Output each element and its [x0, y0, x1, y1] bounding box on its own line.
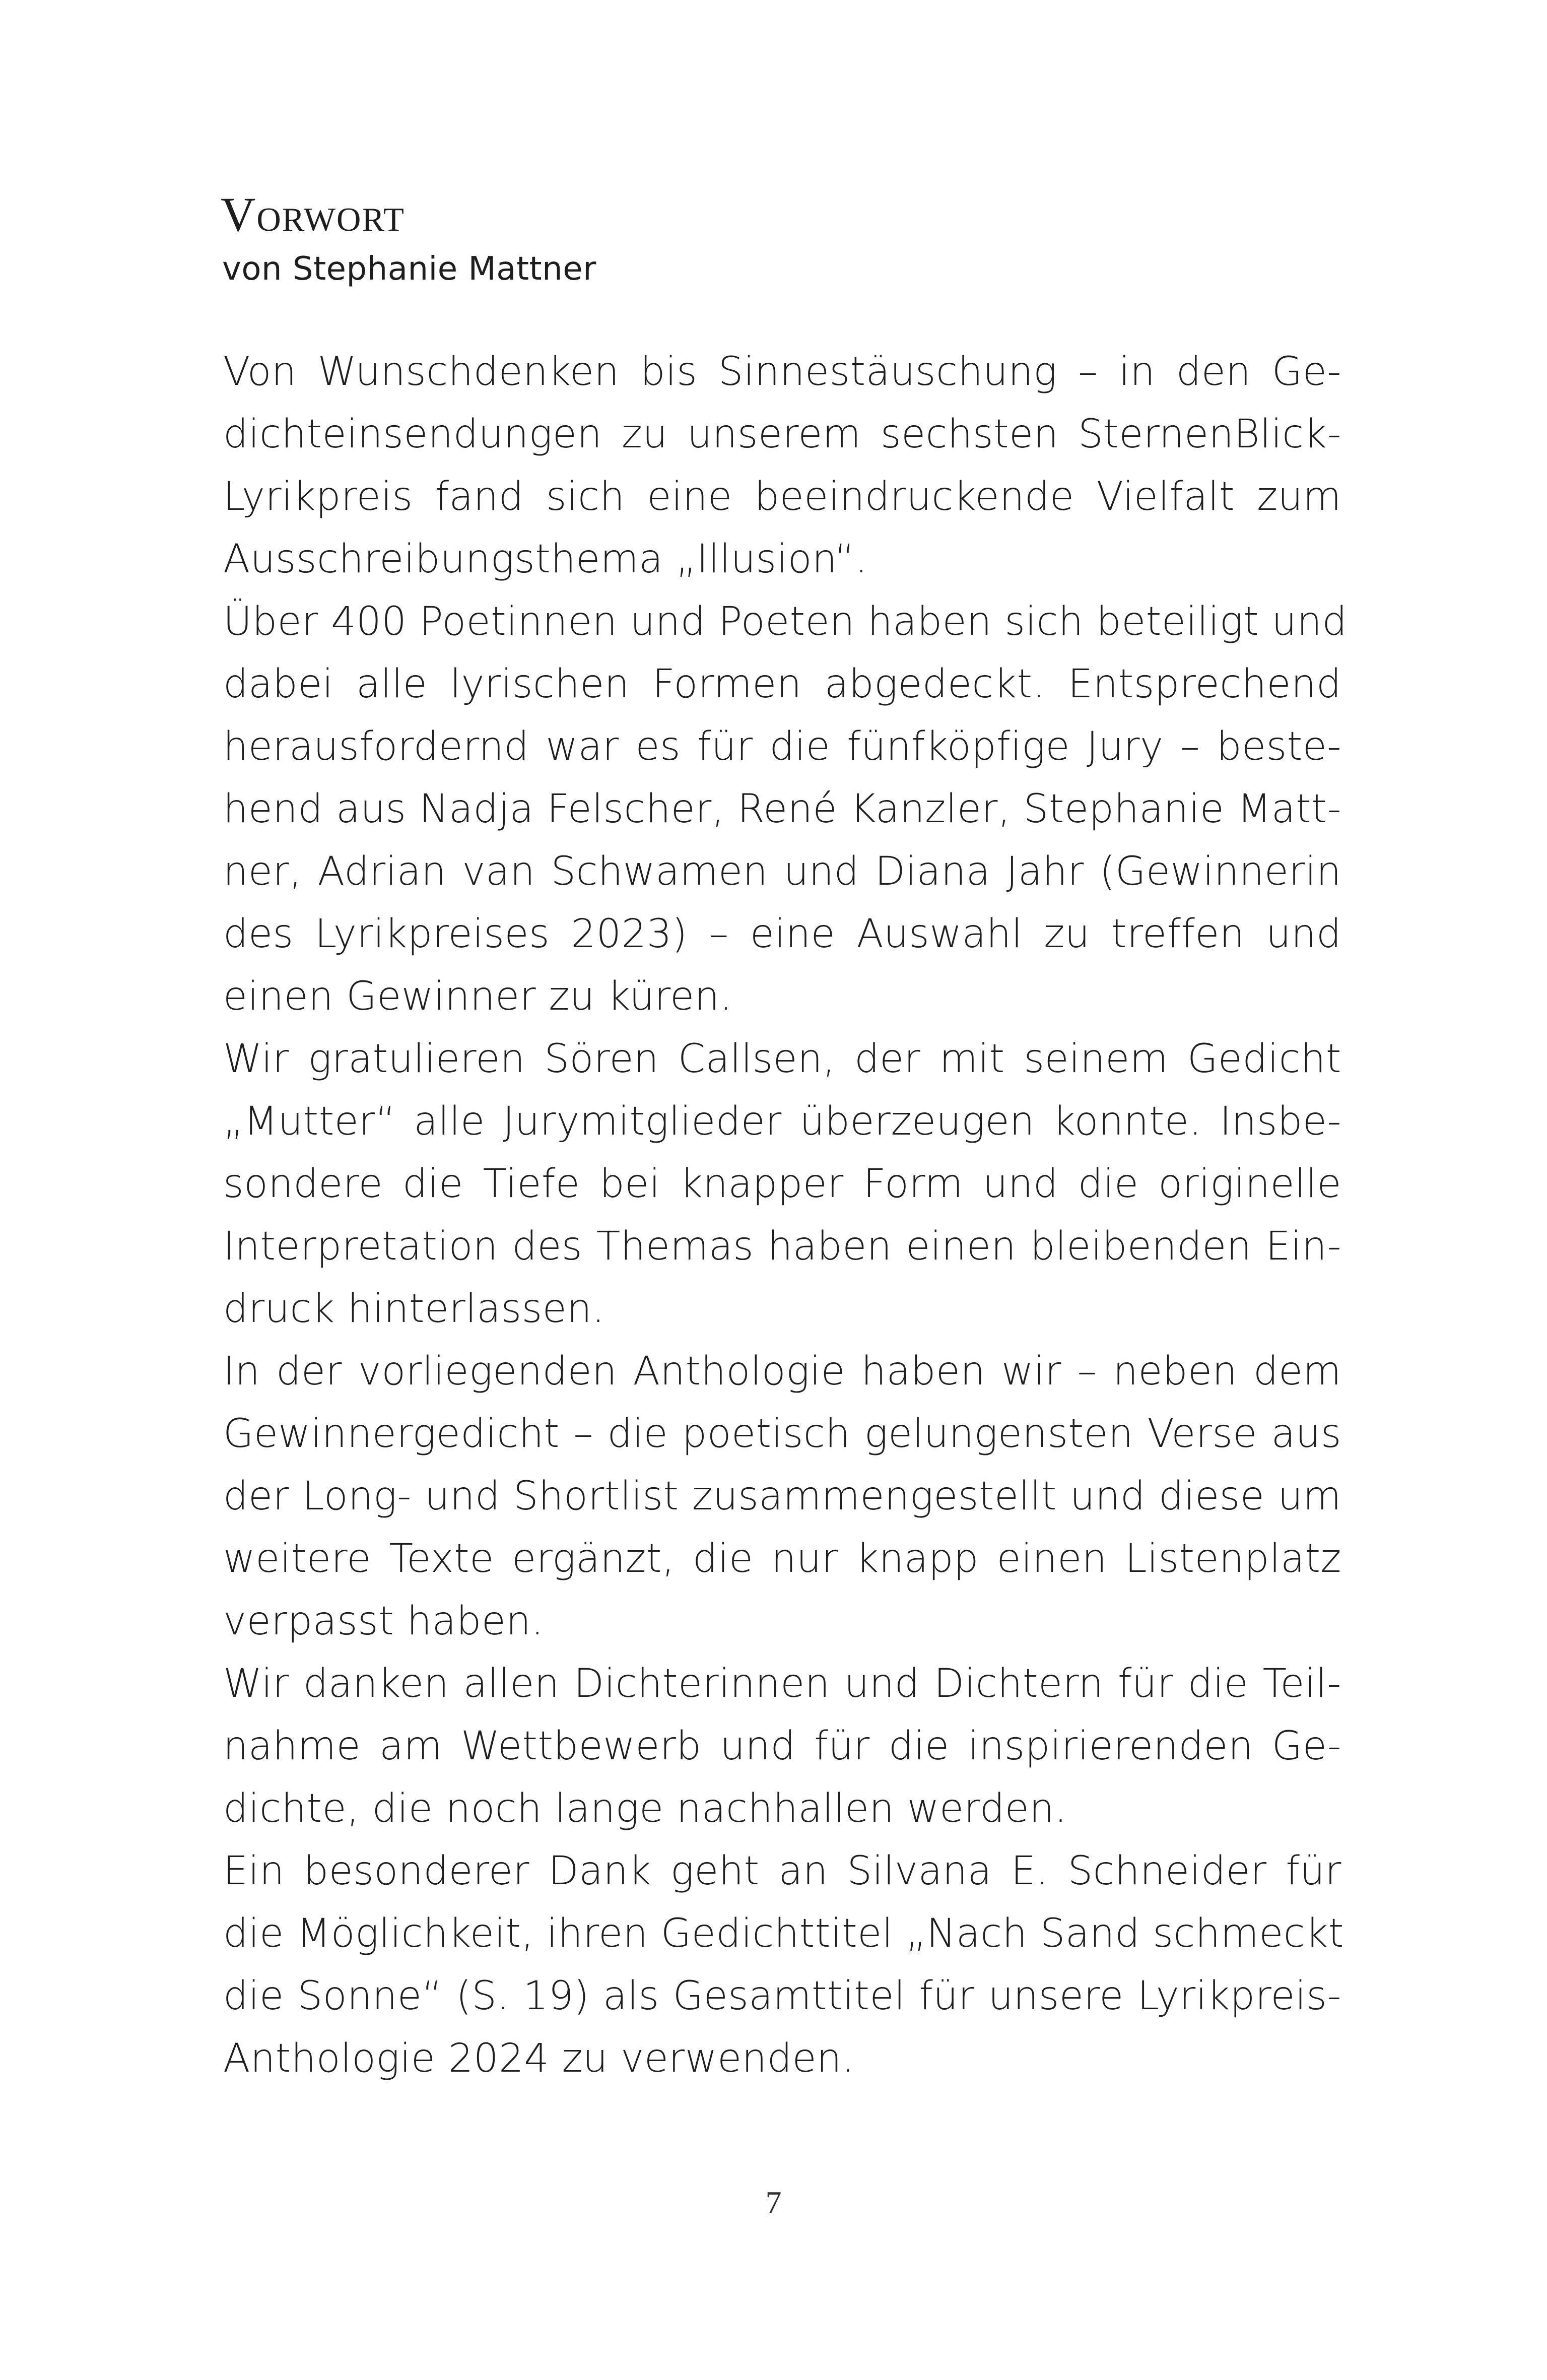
author-byline: von Stephanie Mattner [222, 250, 596, 288]
paragraph [223, 1840, 1344, 2090]
text-line: einen Gewinner zu küren. [223, 974, 732, 1019]
text-line: verpasst haben. [223, 1599, 544, 1644]
text-line: Interpretation des Themas haben einen bleibenden Ein- [223, 1224, 1341, 1269]
text-line: des Lyrikpreises 2023) – eine Auswahl zu treffen und [223, 911, 1341, 957]
text-line: sondere die Tiefe bei knapper Form und die originelle [223, 1161, 1341, 1207]
text-line: Ein besonderer Dank geht an Silvana E. Schneider für [223, 1848, 1341, 1894]
text-line: In der vorliegenden Anthologie haben wir – neben dem [223, 1349, 1341, 1394]
text-line: dabei alle lyrischen Formen abgedeckt. Entsprechend [223, 662, 1341, 707]
text-line: Von Wunschdenken bis Sinnestäuschung – in den Ge- [223, 349, 1341, 394]
paragraph [223, 590, 1348, 1028]
text-line: die Möglichkeit, ihren Gedichttitel „Nach Sand schmeckt [223, 1911, 1344, 1956]
paragraph [223, 1652, 1341, 1840]
text-line: die Sonne“ (S. 19) als Gesamttitel für unsere Lyrikpreis- [223, 1973, 1341, 2019]
chapter-heading: Vorwort [221, 187, 405, 241]
text-line: ner, Adrian van Schwamen und Diana Jahr (Gewinnerin [223, 849, 1341, 894]
text-line: „Mutter“ alle Jurymitglieder überzeugen konnte. Insbe- [223, 1099, 1341, 1144]
paragraph [223, 341, 1341, 590]
text-line: Wir danken allen Dichterinnen und Dichtern für die Teil- [223, 1661, 1341, 1706]
paragraph [223, 1340, 1341, 1652]
text-line: herausfordernd war es für die fünfköpfige Jury – beste- [223, 724, 1341, 769]
text-line: Wir gratulieren Sören Callsen, der mit seinem Gedicht [223, 1036, 1341, 1082]
text-line: weitere Texte ergänzt, die nur knapp einen Listenplatz [223, 1536, 1341, 1581]
text-line: Lyrikpreis fand sich eine beeindruckende Vielfalt zum [223, 474, 1341, 519]
text-line: Über 400 Poetinnen und Poeten haben sich beteiligt und [223, 599, 1348, 644]
text-line: Anthologie 2024 zu verwenden. [223, 2036, 855, 2081]
text-line: dichteinsendungen zu unserem sechsten SternenBlick- [223, 412, 1341, 457]
text-line: nahme am Wettbewerb und für die inspirierenden Ge- [223, 1724, 1341, 1769]
page-number: 7 [765, 2185, 782, 2220]
text-line: dichte, die noch lange nachhallen werden. [223, 1786, 1067, 1831]
text-line: hend aus Nadja Felscher, René Kanzler, Stephanie Matt- [223, 786, 1341, 832]
text-line: der Long- und Shortlist zusammengestellt und diese um [223, 1474, 1341, 1519]
text-line: druck hinterlassen. [223, 1286, 605, 1332]
foreword-body [223, 341, 1348, 2090]
paragraph [223, 1028, 1341, 1340]
text-line: Gewinnergedicht – die poetisch gelungensten Verse aus [223, 1411, 1341, 1457]
text-line: Ausschreibungsthema „Illusion“. [223, 537, 868, 582]
